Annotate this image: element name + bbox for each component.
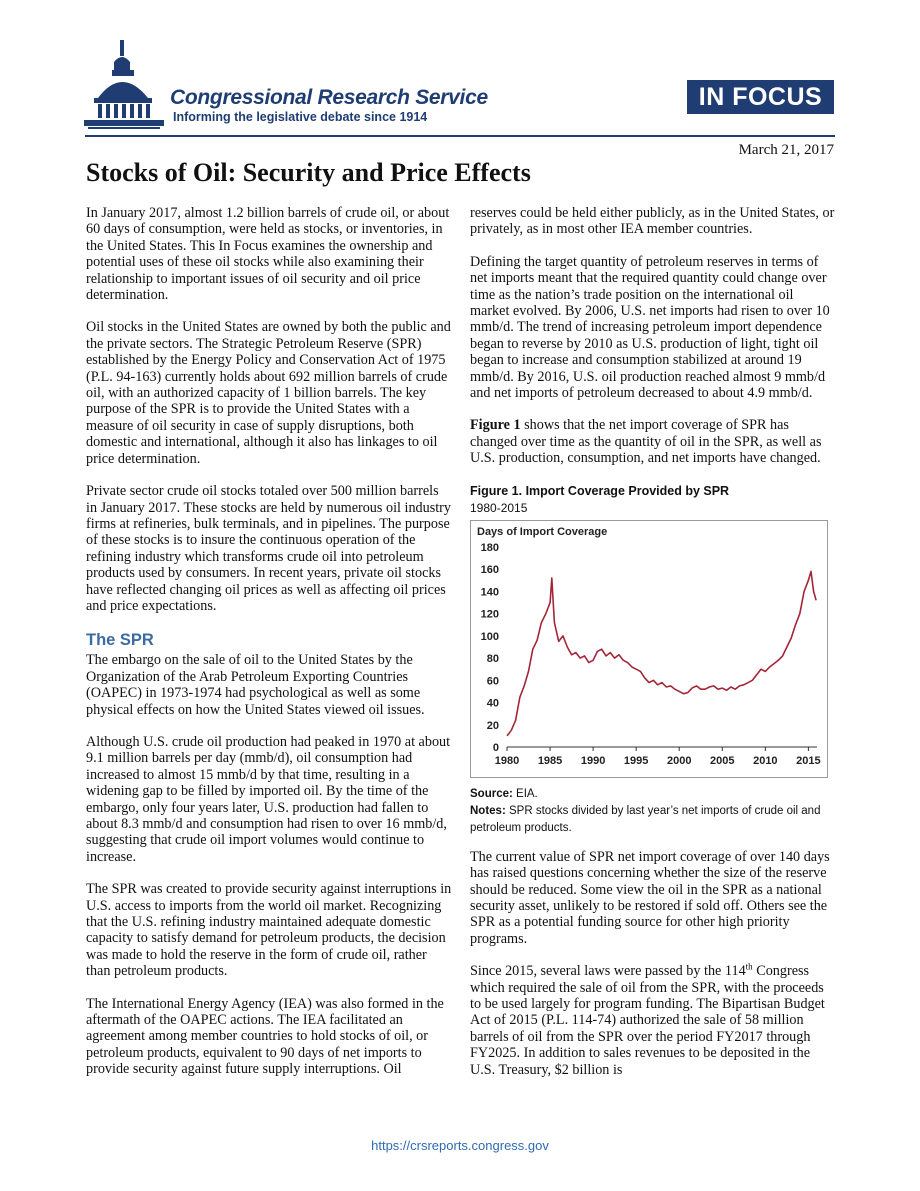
y-tick-label: 60 <box>486 675 499 688</box>
report-date: March 21, 2017 <box>738 142 834 158</box>
header-divider <box>85 135 835 137</box>
paragraph: The SPR was created to provide security against interruptions in U.S. access to imports from the world oil market. Recognizing that the U.S. refining industry maintained adequate domestic capacity to satisfy demand for petroleum products, the decision was made to hold the reserve in the form of crude oil, rather than petroleum products. <box>86 881 452 980</box>
y-tick-label: 40 <box>486 697 499 710</box>
paragraph-text: Since 2015, several laws were passed by the 114 <box>470 963 746 980</box>
figure-subtitle: 1980-2015 <box>470 500 528 515</box>
paragraph: reserves could be held either publicly, as in the United States, or privately, as in most other IEA member countries. <box>470 205 835 238</box>
paragraph-text: Congress which required the sale of oil from the SPR, with the proceeds to be used largely for program funding. The Bipartisan Budget Act of 2015 (P.L. 114-74) authorized the sale of 58 million barrels of oil from the SPR over the period FY2017 through FY2025. In addition to sales revenues to be deposited in the U.S. Treasury, $2 billion is <box>470 963 825 1078</box>
page-title: Stocks of Oil: Security and Price Effects <box>86 158 531 187</box>
org-name: Congressional Research Service <box>170 86 488 109</box>
y-tick-label: 140 <box>480 586 499 599</box>
right-column <box>470 205 836 1094</box>
section-heading: The SPR <box>86 631 154 650</box>
left-column <box>86 205 452 1094</box>
series-line <box>507 571 816 736</box>
report-header <box>0 0 920 158</box>
y-tick-label: 0 <box>492 741 499 754</box>
x-tick-label: 1995 <box>623 754 649 767</box>
y-tick-label: 160 <box>480 563 499 576</box>
paragraph: The embargo on the sale of oil to the United States by the Organization of the Arab Petroleum Exporting Countries (OAPEC) in 1973-1974 had psychological as well as some physical effects on how the United States viewed oil issues. <box>86 652 425 718</box>
x-tick-label: 1980 <box>494 754 520 767</box>
import-coverage-chart <box>470 520 828 778</box>
x-tick-label: 2010 <box>753 754 778 767</box>
x-tick-label: 1990 <box>580 754 606 767</box>
figure-notes <box>470 786 836 837</box>
x-tick-label: 2000 <box>666 754 692 767</box>
figure-title: Figure 1. Import Coverage Provided by SPR <box>470 483 730 498</box>
notes-text: SPR stocks divided by last year’s net imports of crude oil and petroleum products. <box>470 804 821 834</box>
y-tick-label: 180 <box>480 541 499 554</box>
capitol-dome-icon <box>84 40 164 132</box>
paragraph: Oil stocks in the United States are owned by both the public and the private sectors. The Strategic Petroleum Reserve (SPR) established by the Energy Policy and Conservation Act of 1975 (P.L. 94-163) currently holds about 692 million barrels of crude oil, with an authorized capacity of 1 billion barrels. The key purpose of the SPR is to provide the United States with a measure of oil security in case of supply disruptions, both domestic and international, although it also has linkages to oil price determination. <box>86 319 451 467</box>
y-tick-label: 20 <box>486 719 499 732</box>
paragraph <box>470 417 836 466</box>
superscript: th <box>745 961 753 972</box>
source-label: Source: <box>470 787 513 800</box>
y-axis-label: Days of Import Coverage <box>477 525 608 538</box>
paragraph: Private sector crude oil stocks totaled over 500 million barrels in January 2017. These stocks are held by numerous oil industry firms at refineries, bulk terminals, and in pipelines. The purpose of these stocks is to insure the continuous operation of the refining industry which transforms crude oil into petroleum products used by consumers. In recent years, private oil stocks have reflected changing oil prices as well as affecting oil prices and price expectations. <box>86 483 452 614</box>
x-tick-label: 2005 <box>710 754 735 767</box>
y-tick-label: 80 <box>486 652 499 665</box>
paragraph <box>470 963 836 1078</box>
paragraph-text: shows that the net import coverage of SPR has changed over time as the quantity of oil in the SPR, as well as U.S. production, consumption, and net imports have changed. <box>470 417 822 467</box>
org-tagline: Informing the legislative debate since 1914 <box>173 110 428 124</box>
in-focus-badge: IN FOCUS <box>687 80 834 114</box>
paragraph: Although U.S. crude oil production had peaked in 1970 at about 9.1 million barrels per day (mmb/d), oil consumption had increased to almost 15 mmb/d by that time, resulting in a widening gap to be filled by imported oil. By the time of the embargo, only four years later, U.S. production had fallen to about 8.3 mmb/d and consumption had risen to over 16 mmb/d, suggesting that crude oil import volumes would continue to increase. <box>86 733 451 865</box>
x-tick-label: 2015 <box>796 754 821 767</box>
paragraph: Defining the target quantity of petroleum reserves in terms of net imports meant that the required quantity could change over time as the nation’s trade position on the international oil market evolved. By 2006, U.S. net imports had risen to over 10 mmb/d. The trend of increasing petroleum import dependence began to reverse by 2010 as U.S. production of light, tight oil began to increase and consumption stabilized at around 19 mmb/d. By 2016, U.S. oil production reached almost 9 mmb/d and net imports of petroleum decreased to about 4.9 mmb/d. <box>470 253 830 402</box>
x-tick-label: 1985 <box>537 754 563 767</box>
chart-svg <box>471 521 827 777</box>
y-tick-label: 120 <box>480 608 499 621</box>
paragraph: The current value of SPR net import coverage of over 140 days has raised questions concerning whether the size of the reserve should be reduced. Some view the oil in the SPR as a national security asset, unlikely to be restored if sold off. Others see the SPR as a potential funding source for other high priority programs. <box>470 848 830 947</box>
y-tick-label: 100 <box>480 630 499 643</box>
paragraph: In January 2017, almost 1.2 billion barrels of crude oil, or about 60 days of consumption, were held as stocks, or inventories, in the United States. This In Focus examines the ownership and potential uses of these oil stocks while also examining their relationship to important issues of oil security and oil price determination. <box>86 205 450 304</box>
figure-reference: Figure 1 <box>470 417 521 434</box>
paragraph: The International Energy Agency (IEA) was also formed in the aftermath of the OAPEC actions. The IEA facilitated an agreement among member countries to hold stocks of oil, or petroleum products, equivalent to 90 days of net imports to provide security against future supply interruptions. Oil <box>86 995 444 1078</box>
footer-link[interactable]: https://crsreports.congress.gov <box>371 1138 549 1153</box>
source-text: EIA. <box>512 787 538 800</box>
notes-label: Notes: <box>470 804 506 817</box>
